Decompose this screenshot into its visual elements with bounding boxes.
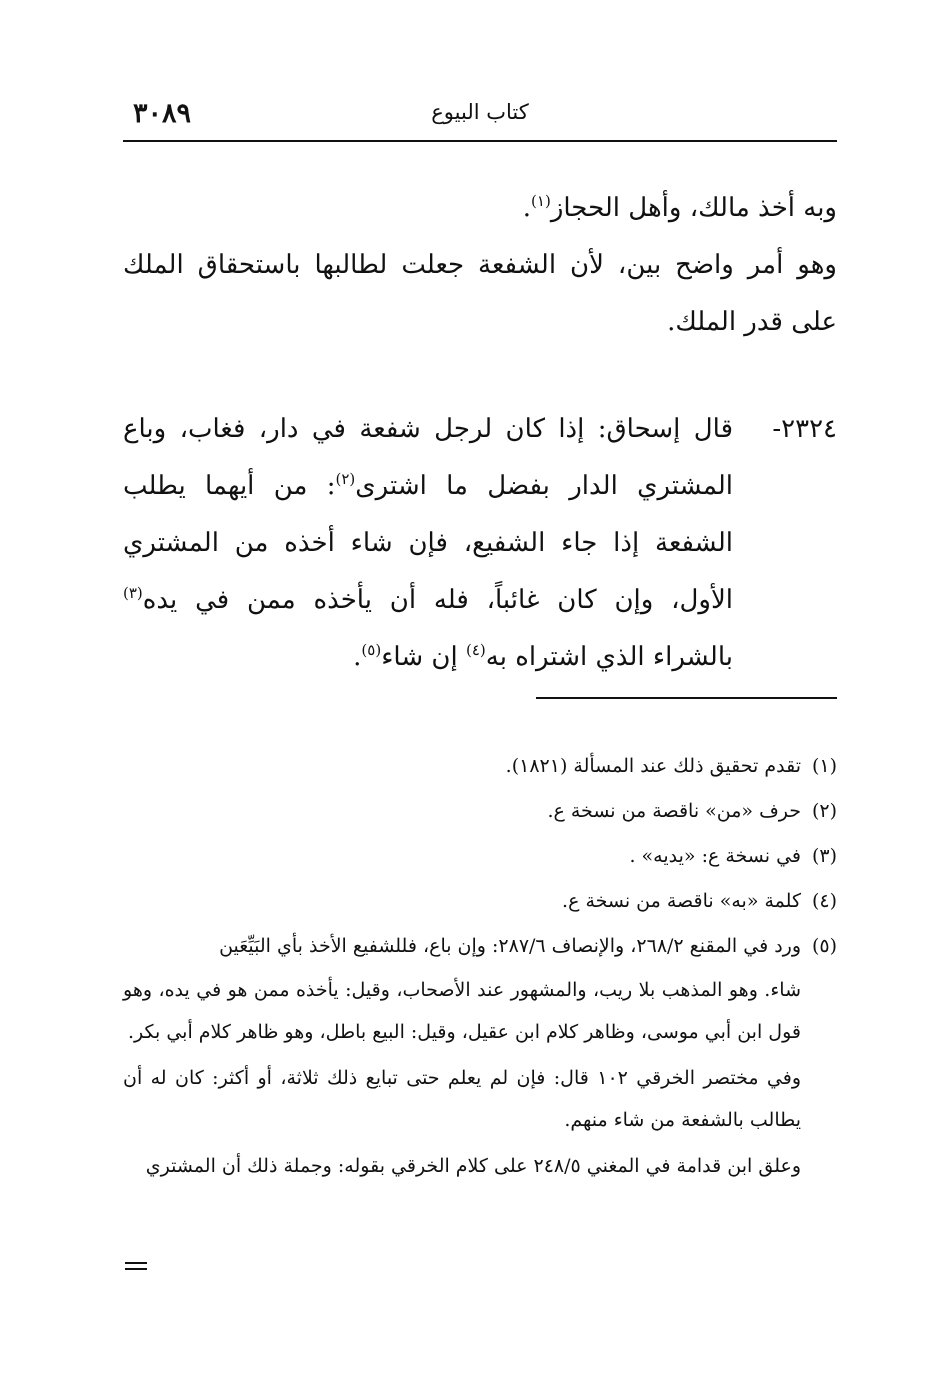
page-number: ٣٠٨٩ bbox=[132, 98, 191, 129]
issue-2324 bbox=[123, 401, 837, 686]
issue-number: ٢٣٢٤- bbox=[772, 414, 837, 444]
footnote-5-continuation: شاء. وهو المذهب بلا ريب، والمشهور عند الأصحاب، وقيل: يأخذه ممن هو في يده، وهو قول ابن أبي موسى، وظاهر كلام ابن عقيل، وقيل: البيع باطل، وهو ظاهر كلام أبي بكر. bbox=[123, 979, 801, 1043]
intro-paragraph: وهو أمر واضح بين، لأن الشفعة جعلت لطالبها باستحقاق الملك على قدر الملك. bbox=[123, 250, 837, 337]
footnote-ref: (٣) bbox=[123, 584, 143, 602]
footnote-5-ibn-qudama: وعلق ابن قدامة في المغني ٢٤٨/٥ على كلام الخرقي بقوله: وجملة ذلك أن المشتري bbox=[145, 1155, 801, 1177]
intro-line: وبه أخذ مالك، وأهل الحجاز$^{(١)}$. bbox=[522, 192, 837, 223]
continuation-mark bbox=[125, 1262, 147, 1274]
header-rule bbox=[123, 140, 837, 142]
footnote-ref: (٥) bbox=[361, 641, 382, 659]
footnote-ref: (٢) bbox=[335, 470, 356, 488]
footnote-separator bbox=[536, 697, 837, 699]
page-header bbox=[123, 96, 837, 140]
footnote-5-kharqi: وفي مختصر الخرقي ١٠٢ قال: فإن لم يعلم حتى تبايع ذلك ثلاثة، أو أكثر: كان له أن يطالب بالشفعة من شاء منهم. bbox=[123, 1067, 801, 1131]
footnote-ref: (٤) bbox=[465, 641, 486, 659]
footnote-2: (٢) حرف «من» ناقصة من نسخة ع. bbox=[547, 800, 837, 822]
running-title: كتاب البيوع bbox=[431, 100, 529, 124]
footnote-4: (٤) كلمة «به» ناقصة من نسخة ع. bbox=[562, 890, 837, 912]
main-text bbox=[123, 180, 837, 686]
footnote-5: (٥) ورد في المقنع ٢٦٨/٢، والإنصاف ٢٨٧/٦: وإن باع، فللشفيع الأخذ بأي البَيِّعَين bbox=[219, 935, 837, 957]
footnote-ref: (١) bbox=[531, 192, 551, 210]
footnote-3: (٣) في نسخة ع: «يديه» . bbox=[629, 845, 837, 867]
footnotes bbox=[123, 744, 837, 1187]
footnote-1: (١) تقدم تحقيق ذلك عند المسألة (١٨٢١). bbox=[505, 755, 837, 777]
issue-text: قال إسحاق: إذا كان لرجل شفعة في دار، فغاب، وباع المشتري الدار بفضل ما اشترى$^{(٢)}$: من أيهما يطلب الشفعة إذا جاء الشفيع، فإن شاء أخذه من المشتري الأول، وإن كان غائباً، فله أن يأخذه ممن في يده$^{(٣)}$ بالشراء الذي اشتراه به$^{(٤)}$ إن شاء$^{(٥)}$. bbox=[123, 414, 734, 672]
